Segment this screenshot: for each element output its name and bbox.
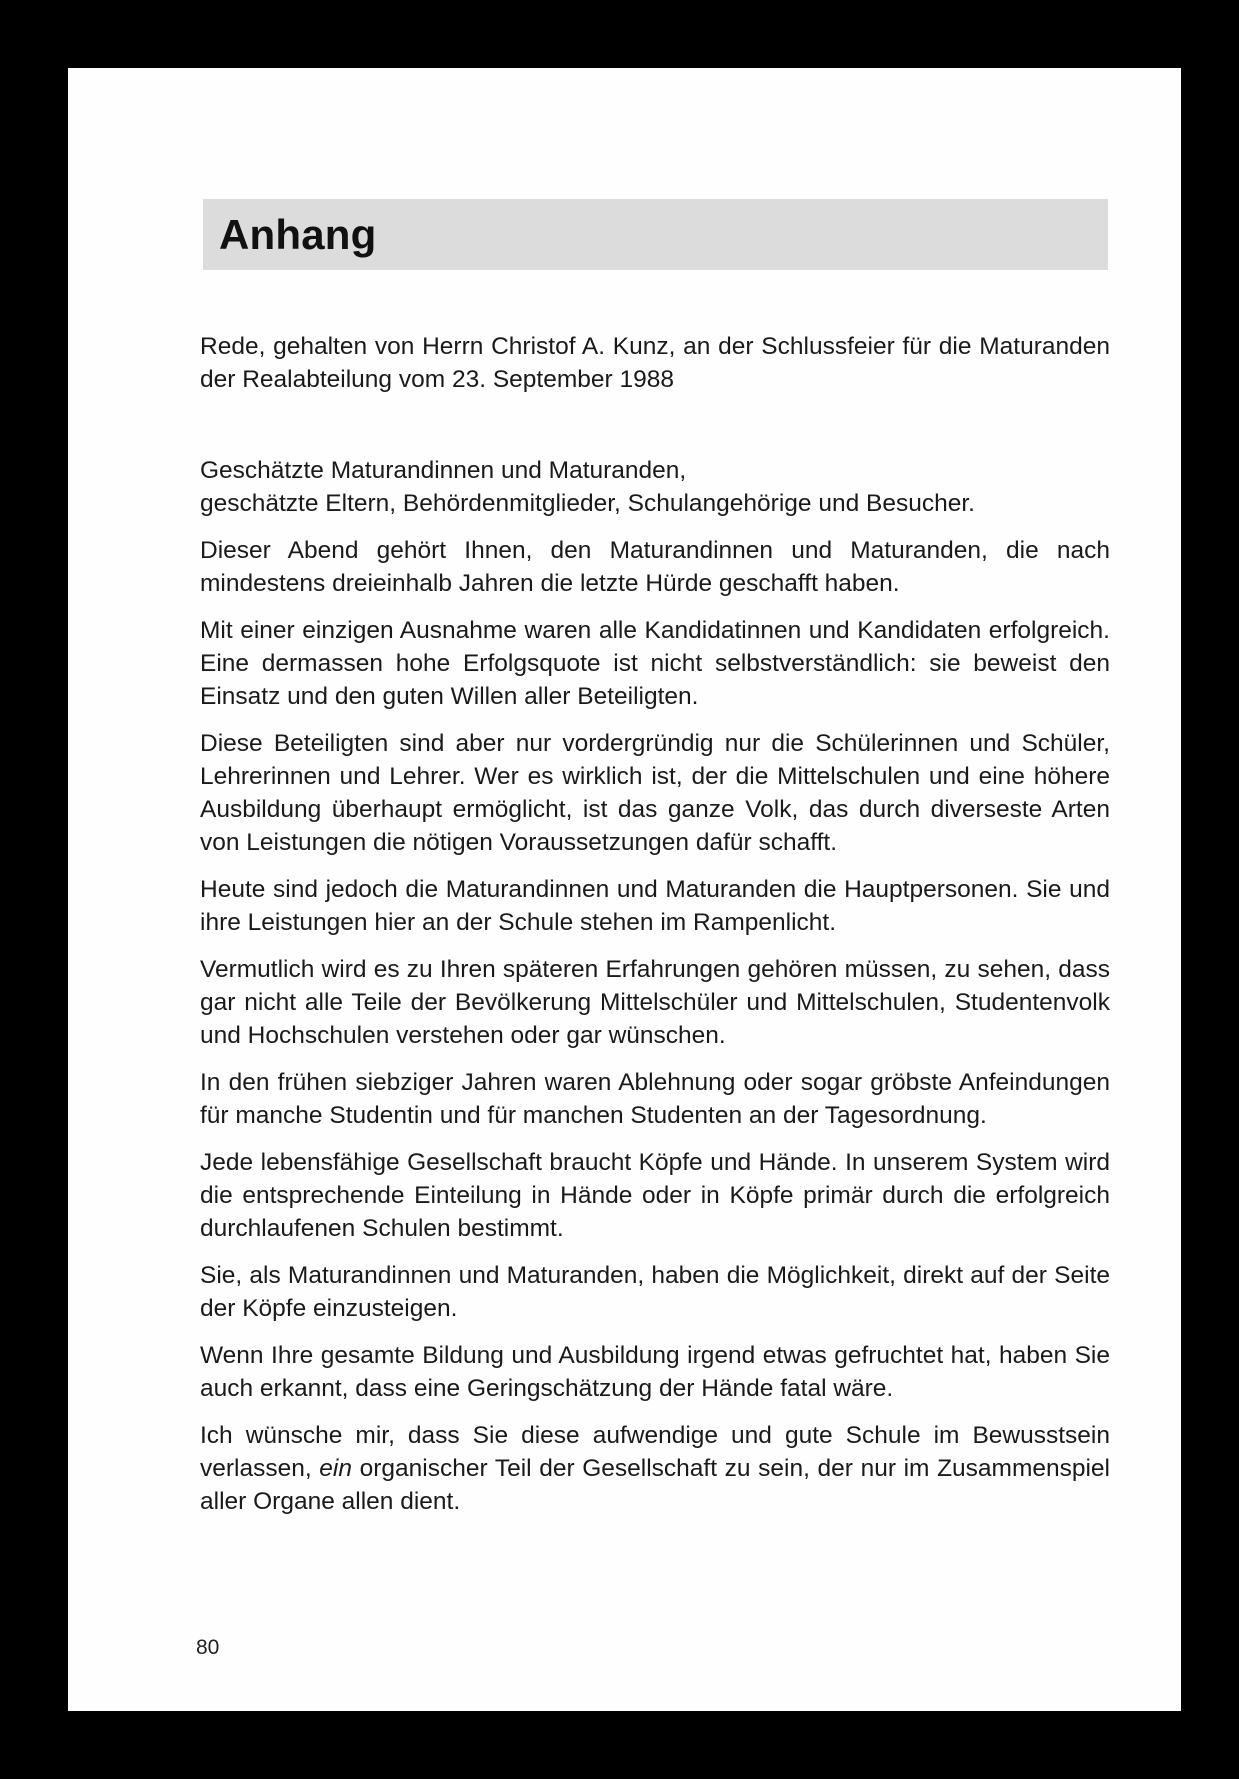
section-header-bar bbox=[203, 199, 1108, 270]
speech-intro: Rede, gehalten von Herrn Christof A. Kunz, an der Schlussfeier für die Maturanden der Realabteilung vom 23. September 1988 bbox=[200, 333, 1110, 393]
paragraph: Mit einer einzigen Ausnahme waren alle Kandidatinnen und Kandidaten erfolgreich. Eine dermassen hohe Erfolgsquote ist nicht selbstverständlich: sie beweist den Einsatz und den guten Willen aller Beteiligten. bbox=[200, 617, 1110, 710]
paragraph: In den frühen siebziger Jahren waren Ablehnung oder sogar gröbste Anfeindungen für manche Studentin und für manchen Studenten an der Tagesordnung. bbox=[200, 1069, 1110, 1129]
paragraph: Jede lebensfähige Gesellschaft braucht Köpfe und Hände. In unserem System wird die entsprechende Einteilung in Hände oder in Köpfe primär durch die erfolgreich durchlaufenen Schulen bestimmt. bbox=[200, 1149, 1110, 1242]
paragraph: Heute sind jedoch die Maturandinnen und Maturanden die Hauptpersonen. Sie und ihre Leistungen hier an der Schule stehen im Rampenlicht. bbox=[200, 876, 1110, 936]
closing-text-end: organischer Teil der Gesellschaft zu sein, der nur im Zusammenspiel aller Organe allen dient. bbox=[200, 1455, 1110, 1515]
paragraph: Sie, als Maturandinnen und Maturanden, haben die Möglichkeit, direkt auf der Seite der Köpfe einzusteigen. bbox=[200, 1262, 1110, 1322]
paragraph: Dieser Abend gehört Ihnen, den Maturandinnen und Maturanden, die nach mindestens dreieinhalb Jahren die letzte Hürde geschafft haben. bbox=[200, 537, 1110, 597]
section-title: Anhang bbox=[219, 211, 377, 258]
closing-text-start: Ich wünsche mir, dass Sie diese aufwendige und gute Schule im Bewusstsein verlassen, bbox=[200, 1422, 1110, 1482]
greeting bbox=[200, 454, 1110, 520]
greeting-line: Geschätzte Maturandinnen und Maturanden, bbox=[200, 457, 687, 484]
closing-paragraph bbox=[200, 1419, 1110, 1518]
paragraph: Diese Beteiligten sind aber nur vordergründig nur die Schülerinnen und Schüler, Lehrerinnen und Lehrer. Wer es wirklich ist, der die Mittelschulen und eine höhere Ausbildung überhaupt ermöglicht, ist das ganze Volk, das durch diverseste Arten von Leistungen die nötigen Voraussetzungen dafür schafft. bbox=[200, 730, 1110, 856]
emphasized-word: ein bbox=[319, 1455, 352, 1482]
document-page bbox=[68, 68, 1181, 1711]
page-number: 80 bbox=[196, 1636, 220, 1659]
paragraph: Vermutlich wird es zu Ihren späteren Erfahrungen gehören müssen, zu sehen, dass gar nicht alle Teile der Bevölkerung Mittelschüler und Mittelschulen, Studentenvolk und Hochschulen verstehen oder gar wünschen. bbox=[200, 956, 1110, 1049]
speech-content bbox=[200, 330, 1110, 1532]
greeting-line: geschätzte Eltern, Behördenmitglieder, Schulangehörige und Besucher. bbox=[200, 490, 975, 517]
paragraph: Wenn Ihre gesamte Bildung und Ausbildung irgend etwas gefruchtet hat, haben Sie auch erkannt, dass eine Geringschätzung der Hände fatal wäre. bbox=[200, 1342, 1110, 1402]
